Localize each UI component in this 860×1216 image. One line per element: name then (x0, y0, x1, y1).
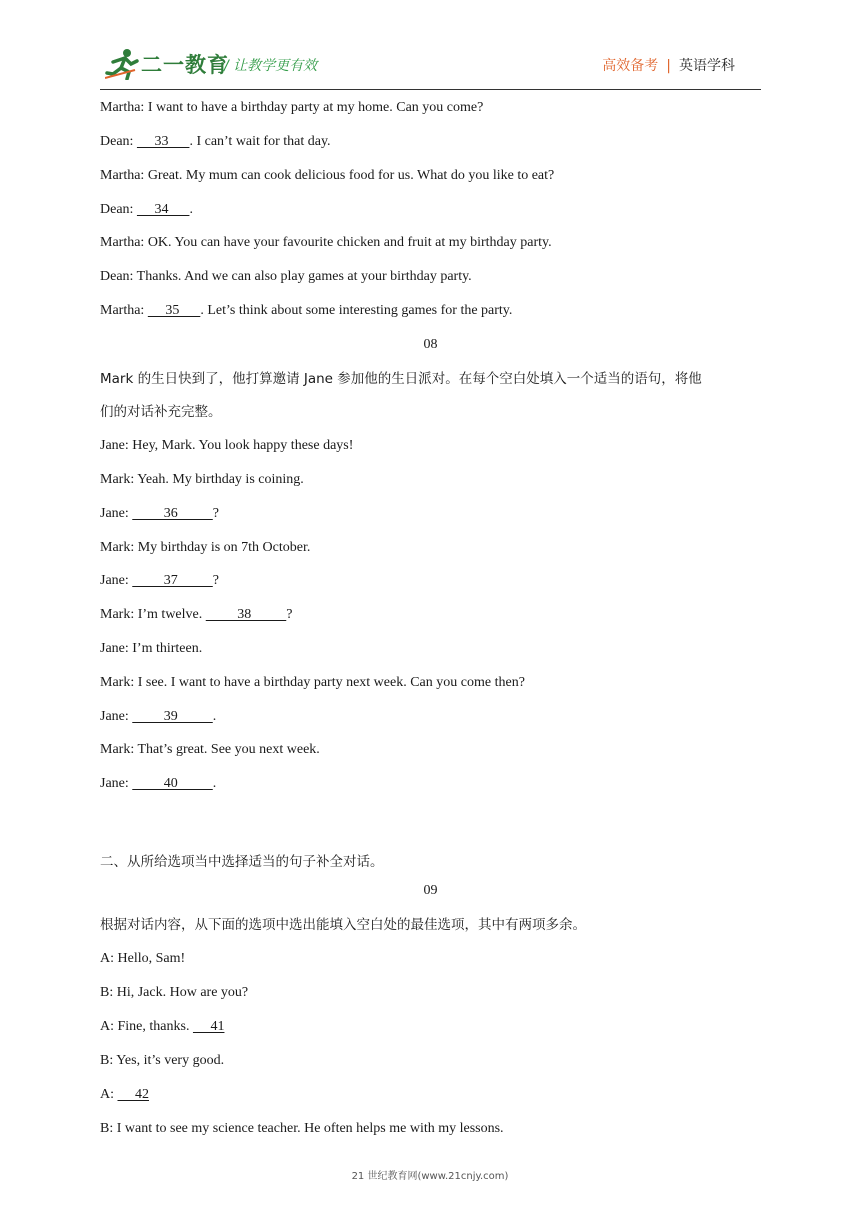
dialog-line-blank (100, 571, 761, 591)
line-prefix: Jane: (100, 709, 133, 724)
line-text: Dean: Thanks. And we can also play games at your birthday party. (100, 269, 472, 284)
instruction-line (100, 369, 761, 389)
line-prefix: Dean: (100, 202, 137, 217)
instruction-line (100, 915, 761, 935)
line-text: Mark: My birthday is on 7th October. (100, 540, 311, 555)
line-text: Mark: Yeah. My birthday is coining. (100, 472, 304, 487)
dialog-line (100, 949, 761, 969)
dialog-line (100, 436, 761, 456)
dialog-line-blank (100, 605, 761, 625)
answer-blank-42[interactable]: 42 (117, 1087, 149, 1102)
line-suffix: ? (286, 607, 293, 622)
line-prefix: Mark: I’m twelve. (100, 607, 206, 622)
line-prefix: Jane: (100, 776, 133, 791)
answer-blank-41[interactable]: 41 (192, 1019, 225, 1034)
line-text: B: Yes, it’s very good. (100, 1053, 225, 1068)
answer-blank-33[interactable]: 33 (136, 134, 190, 149)
section-heading-text: 二、从所给选项当中选择适当的句子补全对话。 (100, 854, 384, 870)
line-text: Mark: That’s great. See you next week. (100, 742, 320, 757)
dialog-line (100, 470, 761, 490)
dialog-line-blank (100, 1085, 761, 1105)
dialog-line (100, 673, 761, 693)
dialog-line-blank (100, 774, 761, 794)
dialog-line-blank (100, 707, 761, 727)
line-suffix: . (189, 202, 193, 217)
dialog-line-blank (100, 132, 761, 152)
line-text: A: Hello, Sam! (100, 951, 186, 966)
answer-blank-40[interactable]: 40 (132, 776, 213, 791)
page-header (100, 40, 761, 92)
line-suffix: ? (212, 506, 219, 521)
answer-blank-35[interactable]: 35 (147, 303, 201, 318)
line-text: Martha: Great. My mum can cook delicious food for us. What do you like to eat? (100, 168, 555, 183)
line-text: Mark: I see. I want to have a birthday party next week. Can you come then? (100, 675, 525, 690)
answer-blank-38[interactable]: 38 (205, 607, 287, 622)
dialog-line-blank (100, 504, 761, 524)
line-text: B: I want to see my science teacher. He often helps me with my lessons. (100, 1121, 504, 1136)
question-number-text: 09 (423, 883, 438, 898)
line-text: B: Hi, Jack. How are you? (100, 985, 249, 1000)
dialog-line (100, 233, 761, 253)
logo-text: 二一教育 (141, 53, 229, 77)
instruction-line (100, 402, 761, 422)
answer-blank-39[interactable]: 39 (132, 709, 213, 724)
instruction-text: 根据对话内容，从下面的选项中选出能填入空白处的最佳选项，其中有两项多余。 (100, 917, 586, 933)
dialog-line (100, 98, 761, 118)
header-tags (602, 55, 735, 75)
line-text: Jane: Hey, Mark. You look happy these days! (100, 438, 354, 453)
runner-logo-icon (105, 48, 141, 80)
line-prefix: Martha: (100, 303, 148, 318)
line-suffix: . (212, 709, 217, 724)
dialog-line-blank (100, 1017, 761, 1037)
line-text: Jane: I’m thirteen. (100, 641, 203, 656)
dialog-line-blank (100, 200, 761, 220)
question-number (100, 335, 761, 355)
dialog-line (100, 1051, 761, 1071)
question-number-text: 08 (423, 337, 438, 352)
instruction-text: 们的对话补充完整。 (100, 404, 222, 420)
dialog-line (100, 740, 761, 760)
dialog-line (100, 538, 761, 558)
line-prefix: A: (100, 1087, 118, 1102)
line-suffix: . I can’t wait for that day. (189, 134, 331, 149)
answer-blank-37[interactable]: 37 (132, 573, 213, 588)
dialog-line (100, 1119, 761, 1139)
dialog-line (100, 983, 761, 1003)
line-prefix: A: Fine, thanks. (100, 1019, 193, 1034)
question-number (100, 881, 761, 901)
slogan: / 让教学更有效 (224, 58, 318, 74)
brand-logo (105, 48, 229, 80)
line-prefix: Jane: (100, 506, 133, 521)
header-tag-exam: 高效备考 (602, 58, 659, 74)
section-heading (100, 852, 761, 872)
dialog-line (100, 639, 761, 659)
line-text: Martha: I want to have a birthday party at my home. Can you come? (100, 100, 484, 115)
line-suffix: . Let’s think about some interesting games for the party. (200, 303, 513, 318)
line-suffix: . (212, 776, 217, 791)
line-prefix: Dean: (100, 134, 137, 149)
dialog-line-blank (100, 301, 761, 321)
dialog-line (100, 166, 761, 186)
line-text: Martha: OK. You can have your favourite chicken and fruit at my birthday party. (100, 235, 552, 250)
dialog-line (100, 267, 761, 287)
answer-blank-36[interactable]: 36 (132, 506, 213, 521)
header-divider (100, 89, 761, 90)
answer-blank-34[interactable]: 34 (136, 202, 190, 217)
page-footer: 21 世纪教育网(www.21cnjy.com) (351, 1171, 509, 1182)
header-separator: | (666, 58, 671, 74)
line-prefix: Jane: (100, 573, 133, 588)
line-suffix: ? (212, 573, 219, 588)
instruction-text: Mark 的生日快到了，他打算邀请 Jane 参加他的生日派对。在每个空白处填入一个适当的语句，将他 (100, 371, 702, 387)
header-tag-subject: 英语学科 (679, 58, 735, 74)
